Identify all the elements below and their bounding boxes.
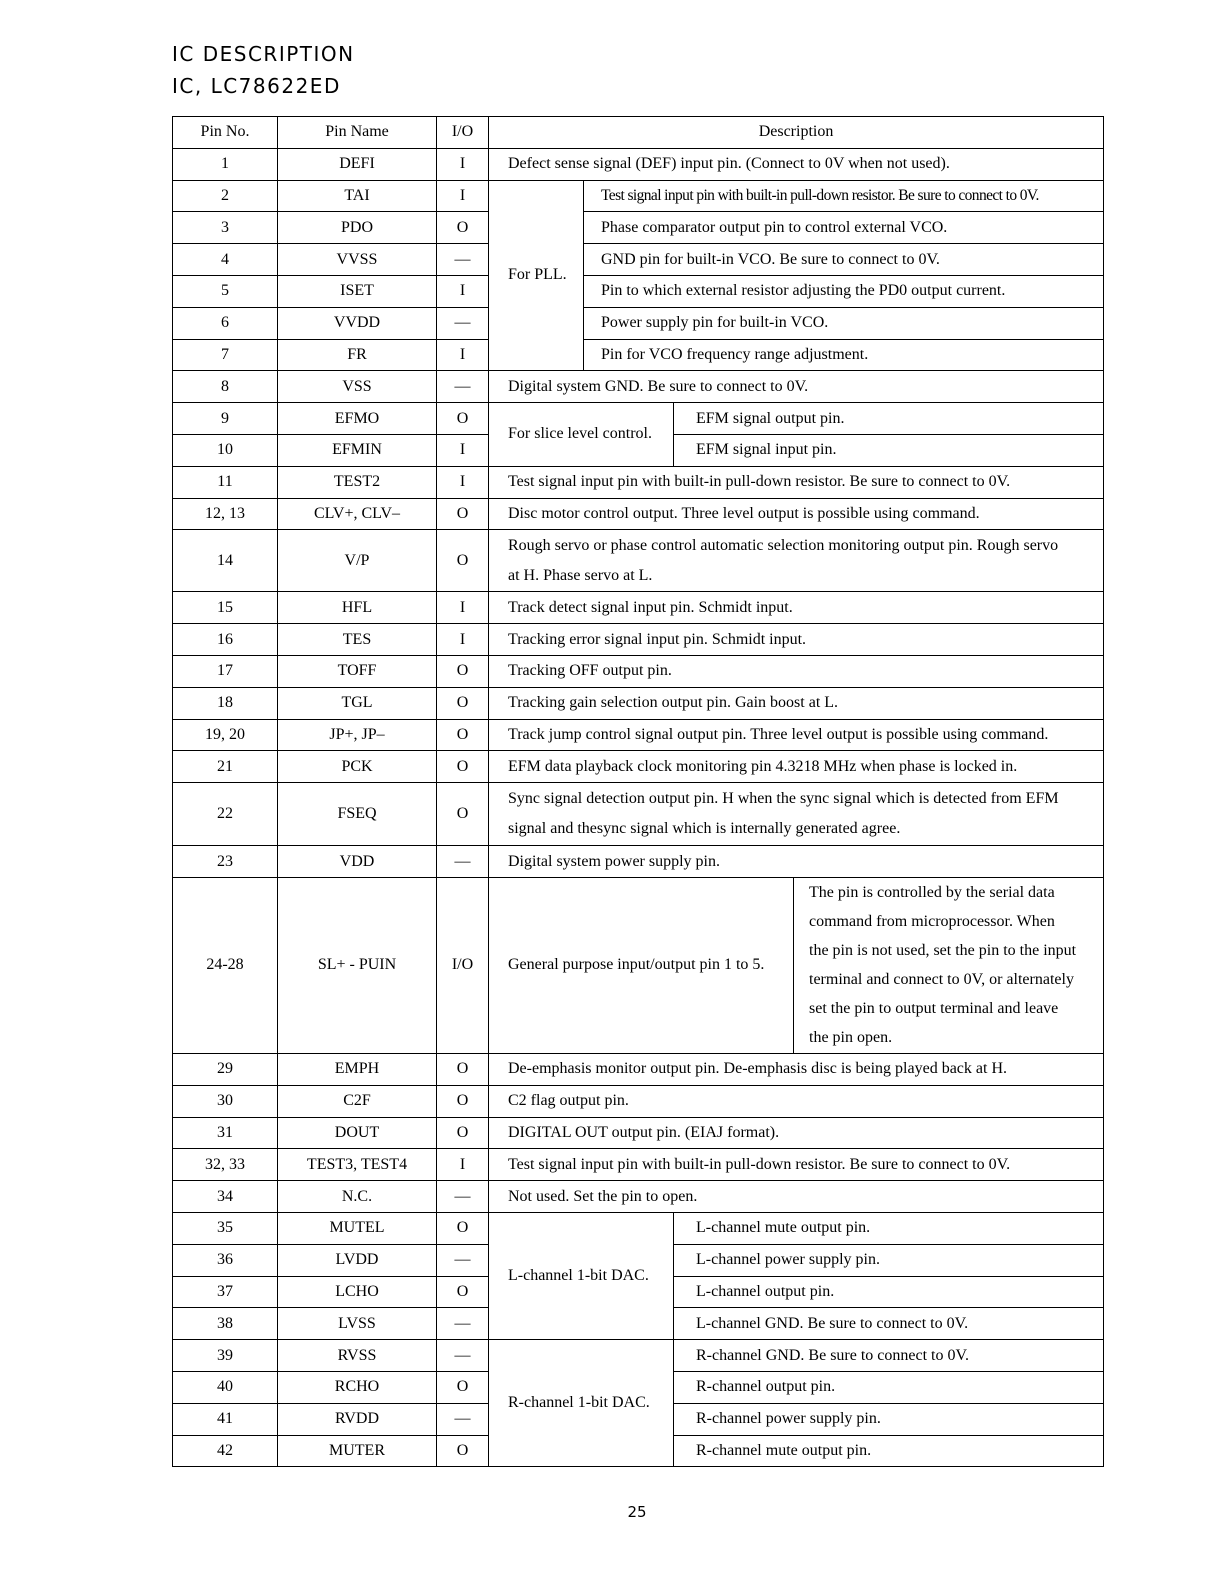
pin-io: O bbox=[437, 403, 489, 435]
table-row bbox=[173, 180, 1104, 212]
pin-description: R-channel power supply pin. bbox=[674, 1403, 1104, 1435]
pin-name: LVDD bbox=[278, 1244, 437, 1276]
pin-description: R-channel GND. Be sure to connect to 0V. bbox=[674, 1340, 1104, 1372]
pin-name: LVSS bbox=[278, 1308, 437, 1340]
pin-description: Tracking error signal input pin. Schmidt input. bbox=[489, 624, 1104, 656]
pin-io: O bbox=[437, 1371, 489, 1403]
table-row bbox=[173, 592, 1104, 624]
table-row bbox=[173, 307, 1104, 339]
table-row bbox=[173, 624, 1104, 656]
pin-name: TEST2 bbox=[278, 466, 437, 498]
pin-io: I bbox=[437, 148, 489, 180]
description-line: Sync signal detection output pin. H when the sync signal which is detected from EFM bbox=[508, 790, 1059, 808]
pin-description: L-channel GND. Be sure to connect to 0V. bbox=[674, 1308, 1104, 1340]
pin-name: HFL bbox=[278, 592, 437, 624]
pin-name: VVDD bbox=[278, 307, 437, 339]
table-row bbox=[173, 466, 1104, 498]
pin-io: I bbox=[437, 180, 489, 212]
pin-io: O bbox=[437, 1053, 489, 1085]
pin-no: 38 bbox=[173, 1308, 278, 1340]
pin-io: — bbox=[437, 1181, 489, 1213]
note-line: command from microprocessor. When bbox=[809, 913, 1055, 931]
pin-name: LCHO bbox=[278, 1276, 437, 1308]
pin-io: — bbox=[437, 371, 489, 403]
pin-no: 30 bbox=[173, 1085, 278, 1117]
pin-no: 37 bbox=[173, 1276, 278, 1308]
pin-io: O bbox=[437, 751, 489, 783]
pin-io: — bbox=[437, 1403, 489, 1435]
pin-no: 42 bbox=[173, 1435, 278, 1467]
pin-no: 6 bbox=[173, 307, 278, 339]
header-pin-no: Pin No. bbox=[173, 117, 278, 149]
pin-description: GND pin for built-in VCO. Be sure to connect to 0V. bbox=[584, 244, 1104, 276]
pin-no: 5 bbox=[173, 275, 278, 307]
pin-name: MUTEL bbox=[278, 1212, 437, 1244]
table-row bbox=[173, 148, 1104, 180]
pin-name: VSS bbox=[278, 371, 437, 403]
group-label-pll: For PLL. bbox=[489, 180, 584, 371]
pin-description: Test signal input pin with built-in pull-down resistor. Be sure to connect to 0V. bbox=[489, 466, 1104, 498]
description-line: Rough servo or phase control automatic selection monitoring output pin. Rough servo bbox=[508, 536, 1059, 554]
pin-io: — bbox=[437, 1340, 489, 1372]
pin-io: O bbox=[437, 687, 489, 719]
note-line: set the pin to output terminal and leave bbox=[809, 1000, 1059, 1018]
pin-name: JP+, JP– bbox=[278, 719, 437, 751]
pin-no: 34 bbox=[173, 1181, 278, 1213]
pin-no: 19, 20 bbox=[173, 719, 278, 751]
pin-name: MUTER bbox=[278, 1435, 437, 1467]
pin-name: EFMIN bbox=[278, 434, 437, 466]
pin-name: ISET bbox=[278, 275, 437, 307]
table-row bbox=[173, 877, 1104, 1053]
pin-io: O bbox=[437, 1117, 489, 1149]
pin-description: Test signal input pin with built-in pull-down resistor. Be sure to connect to 0V. bbox=[584, 180, 1104, 212]
pin-io: O bbox=[437, 530, 489, 592]
pin-io: O bbox=[437, 1212, 489, 1244]
pin-description-table bbox=[172, 116, 1104, 1467]
pin-description: EFM signal input pin. bbox=[674, 434, 1104, 466]
pin-description: EFM data playback clock monitoring pin 4.3218 MHz when phase is locked in. bbox=[489, 751, 1104, 783]
pin-description: Defect sense signal (DEF) input pin. (Connect to 0V when not used). bbox=[489, 148, 1104, 180]
pin-description: L-channel power supply pin. bbox=[674, 1244, 1104, 1276]
pin-description: Pin to which external resistor adjusting the PD0 output current. bbox=[584, 275, 1104, 307]
page-number: 25 bbox=[627, 1503, 647, 1521]
pin-name: PDO bbox=[278, 212, 437, 244]
table-row bbox=[173, 751, 1104, 783]
pin-description: Digital system power supply pin. bbox=[489, 846, 1104, 878]
pin-no: 17 bbox=[173, 655, 278, 687]
pin-no: 24-28 bbox=[173, 877, 278, 1053]
pin-no: 21 bbox=[173, 751, 278, 783]
table-row bbox=[173, 1053, 1104, 1085]
pin-description: Tracking gain selection output pin. Gain boost at L. bbox=[489, 687, 1104, 719]
header-pin-name: Pin Name bbox=[278, 117, 437, 149]
pin-description: L-channel output pin. bbox=[674, 1276, 1104, 1308]
pin-io: I/O bbox=[437, 877, 489, 1053]
pin-name: FR bbox=[278, 339, 437, 371]
table-row bbox=[173, 1340, 1104, 1372]
pin-io: O bbox=[437, 1276, 489, 1308]
table-row bbox=[173, 687, 1104, 719]
pin-no: 11 bbox=[173, 466, 278, 498]
table-row bbox=[173, 339, 1104, 371]
description-line: signal and thesync signal which is internally generated agree. bbox=[508, 820, 901, 838]
page-title: IC DESCRIPTION bbox=[172, 42, 355, 66]
pin-description bbox=[489, 530, 1104, 592]
table-row bbox=[173, 846, 1104, 878]
pin-no: 23 bbox=[173, 846, 278, 878]
table-row bbox=[173, 244, 1104, 276]
pin-io: — bbox=[437, 846, 489, 878]
pin-description: Not used. Set the pin to open. bbox=[489, 1181, 1104, 1213]
pin-no: 40 bbox=[173, 1371, 278, 1403]
pin-name: RVSS bbox=[278, 1340, 437, 1372]
pin-no: 7 bbox=[173, 339, 278, 371]
pin-io: — bbox=[437, 1308, 489, 1340]
pin-io: O bbox=[437, 655, 489, 687]
pin-name: TOFF bbox=[278, 655, 437, 687]
table-row bbox=[173, 371, 1104, 403]
table-row bbox=[173, 1212, 1104, 1244]
pin-name: DOUT bbox=[278, 1117, 437, 1149]
pin-no: 14 bbox=[173, 530, 278, 592]
pin-name: V/P bbox=[278, 530, 437, 592]
pin-name: EMPH bbox=[278, 1053, 437, 1085]
pin-name: TEST3, TEST4 bbox=[278, 1149, 437, 1181]
pin-name: TAI bbox=[278, 180, 437, 212]
pin-no: 36 bbox=[173, 1244, 278, 1276]
pin-no: 2 bbox=[173, 180, 278, 212]
pin-no: 32, 33 bbox=[173, 1149, 278, 1181]
pin-name: RCHO bbox=[278, 1371, 437, 1403]
pin-no: 35 bbox=[173, 1212, 278, 1244]
pin-description: De-emphasis monitor output pin. De-emphasis disc is being played back at H. bbox=[489, 1053, 1104, 1085]
pin-name: DEFI bbox=[278, 148, 437, 180]
table-row bbox=[173, 275, 1104, 307]
pin-description: Pin for VCO frequency range adjustment. bbox=[584, 339, 1104, 371]
pin-io: I bbox=[437, 434, 489, 466]
header-description: Description bbox=[489, 117, 1104, 149]
pin-name: VDD bbox=[278, 846, 437, 878]
note-line: the pin open. bbox=[809, 1029, 893, 1047]
pin-description: Test signal input pin with built-in pull-down resistor. Be sure to connect to 0V. bbox=[489, 1149, 1104, 1181]
pin-no: 9 bbox=[173, 403, 278, 435]
table-header-row bbox=[173, 117, 1104, 149]
group-label-r-dac: R-channel 1-bit DAC. bbox=[489, 1340, 674, 1467]
pin-name: N.C. bbox=[278, 1181, 437, 1213]
pin-io: — bbox=[437, 1244, 489, 1276]
header-io: I/O bbox=[437, 117, 489, 149]
pin-description: DIGITAL OUT output pin. (EIAJ format). bbox=[489, 1117, 1104, 1149]
pin-no: 22 bbox=[173, 783, 278, 846]
pin-description: L-channel mute output pin. bbox=[674, 1212, 1104, 1244]
pin-io: I bbox=[437, 339, 489, 371]
table-row bbox=[173, 1149, 1104, 1181]
pin-name: CLV+, CLV– bbox=[278, 498, 437, 530]
table-row bbox=[173, 212, 1104, 244]
pin-no: 3 bbox=[173, 212, 278, 244]
pin-no: 31 bbox=[173, 1117, 278, 1149]
pin-io: O bbox=[437, 719, 489, 751]
pin-no: 8 bbox=[173, 371, 278, 403]
pin-name: TES bbox=[278, 624, 437, 656]
pin-description: General purpose input/output pin 1 to 5. bbox=[489, 877, 794, 1053]
table-row bbox=[173, 655, 1104, 687]
pin-description: Phase comparator output pin to control external VCO. bbox=[584, 212, 1104, 244]
pin-name: TGL bbox=[278, 687, 437, 719]
pin-no: 15 bbox=[173, 592, 278, 624]
pin-no: 29 bbox=[173, 1053, 278, 1085]
pin-io: — bbox=[437, 307, 489, 339]
table-row bbox=[173, 403, 1104, 435]
pin-io: I bbox=[437, 1149, 489, 1181]
table-row bbox=[173, 1181, 1104, 1213]
pin-description: Digital system GND. Be sure to connect to 0V. bbox=[489, 371, 1104, 403]
pin-io: O bbox=[437, 1435, 489, 1467]
pin-no: 18 bbox=[173, 687, 278, 719]
pin-no: 1 bbox=[173, 148, 278, 180]
pin-description: Track detect signal input pin. Schmidt input. bbox=[489, 592, 1104, 624]
pin-description: R-channel mute output pin. bbox=[674, 1435, 1104, 1467]
pin-description: Disc motor control output. Three level output is possible using command. bbox=[489, 498, 1104, 530]
table-row bbox=[173, 530, 1104, 592]
pin-io: I bbox=[437, 275, 489, 307]
pin-name: EFMO bbox=[278, 403, 437, 435]
pin-io: I bbox=[437, 592, 489, 624]
pin-description: Tracking OFF output pin. bbox=[489, 655, 1104, 687]
pin-name: C2F bbox=[278, 1085, 437, 1117]
pin-no: 10 bbox=[173, 434, 278, 466]
note-line: terminal and connect to 0V, or alternately bbox=[809, 971, 1074, 989]
pin-name: FSEQ bbox=[278, 783, 437, 846]
pin-name: PCK bbox=[278, 751, 437, 783]
pin-io: O bbox=[437, 498, 489, 530]
group-label-l-dac: L-channel 1-bit DAC. bbox=[489, 1212, 674, 1339]
pin-description: R-channel output pin. bbox=[674, 1371, 1104, 1403]
pin-io: O bbox=[437, 783, 489, 846]
pin-description: Track jump control signal output pin. Three level output is possible using command. bbox=[489, 719, 1104, 751]
pin-io: I bbox=[437, 624, 489, 656]
pin-io: I bbox=[437, 466, 489, 498]
table-row bbox=[173, 1117, 1104, 1149]
description-line: at H. Phase servo at L. bbox=[508, 566, 653, 584]
table-row bbox=[173, 783, 1104, 846]
pin-io: — bbox=[437, 244, 489, 276]
pin-description: EFM signal output pin. bbox=[674, 403, 1104, 435]
pin-name: VVSS bbox=[278, 244, 437, 276]
pin-description: C2 flag output pin. bbox=[489, 1085, 1104, 1117]
pin-description: Power supply pin for built-in VCO. bbox=[584, 307, 1104, 339]
table-row bbox=[173, 1085, 1104, 1117]
table-row bbox=[173, 719, 1104, 751]
pin-io: O bbox=[437, 212, 489, 244]
pin-io: O bbox=[437, 1085, 489, 1117]
pin-no: 12, 13 bbox=[173, 498, 278, 530]
pin-no: 39 bbox=[173, 1340, 278, 1372]
pin-name: RVDD bbox=[278, 1403, 437, 1435]
note-line: The pin is controlled by the serial data bbox=[809, 884, 1055, 902]
note-line: the pin is not used, set the pin to the input bbox=[809, 942, 1077, 960]
table-row bbox=[173, 498, 1104, 530]
pin-no: 41 bbox=[173, 1403, 278, 1435]
page-subtitle: IC, LC78622ED bbox=[172, 74, 341, 98]
pin-no: 16 bbox=[173, 624, 278, 656]
pin-description bbox=[489, 783, 1104, 846]
pin-no: 4 bbox=[173, 244, 278, 276]
pin-note bbox=[794, 877, 1104, 1053]
pin-name: SL+ - PUIN bbox=[278, 877, 437, 1053]
group-label-slice: For slice level control. bbox=[489, 403, 674, 467]
